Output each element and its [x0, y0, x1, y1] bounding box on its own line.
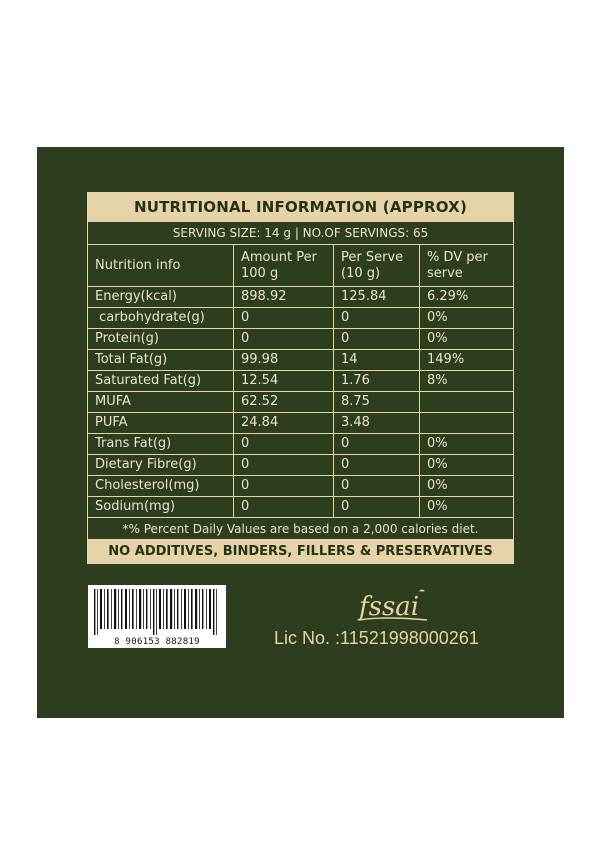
amount-per-100g: 0 — [234, 476, 334, 496]
nutrient-name: Dietary Fibre(g) — [88, 455, 234, 475]
amount-per-100g: 0 — [234, 308, 334, 328]
amount-per-100g: 898.92 — [234, 287, 334, 307]
amount-per-100g: 0 — [234, 497, 334, 517]
daily-value — [420, 392, 511, 412]
table-row — [88, 497, 513, 518]
amount-per-100g: 0 — [234, 434, 334, 454]
header-dv: % DV per serve — [427, 249, 488, 281]
amount-per-serve: 14 — [334, 350, 420, 370]
table-row — [88, 308, 513, 329]
amount-per-serve: 3.48 — [334, 413, 420, 433]
amount-per-100g: 12.54 — [234, 371, 334, 391]
table-row — [88, 350, 513, 371]
barcode — [88, 585, 226, 648]
nutrient-name: Cholesterol(mg) — [88, 476, 234, 496]
table-title: NUTRITIONAL INFORMATION (APPROX) — [88, 193, 513, 222]
table-row — [88, 371, 513, 392]
nutrient-name: PUFA — [88, 413, 234, 433]
amount-per-serve: 0 — [334, 455, 420, 475]
daily-value: 0% — [427, 331, 448, 346]
amount-per-serve: 125.84 — [334, 287, 420, 307]
nutrient-name: Trans Fat(g) — [88, 434, 234, 454]
amount-per-serve: 0 — [334, 329, 420, 349]
barcode-number: 8 906153 882819 — [114, 637, 200, 647]
header-nutrient: Nutrition info — [88, 245, 234, 286]
daily-value-footnote: *% Percent Daily Values are based on a 2,000 calories diet. — [88, 518, 513, 540]
barcode-bars-icon — [88, 585, 226, 637]
nutrient-name: Energy(kcal) — [88, 287, 234, 307]
amount-per-100g: 99.98 — [234, 350, 334, 370]
amount-per-serve: 1.76 — [334, 371, 420, 391]
table-header-row — [88, 245, 513, 287]
daily-value — [420, 413, 511, 433]
amount-per-serve: 0 — [334, 434, 420, 454]
amount-per-serve: 0 — [334, 476, 420, 496]
nutrient-name: Total Fat(g) — [88, 350, 234, 370]
table-row — [88, 329, 513, 350]
nutrient-name: Protein(g) — [88, 329, 234, 349]
nutrient-name: MUFA — [88, 392, 234, 412]
table-row — [88, 413, 513, 434]
fssai-logo-icon — [355, 587, 435, 625]
nutrient-name: carbohydrate(g) — [88, 308, 234, 328]
daily-value: 8% — [427, 373, 448, 388]
amount-per-100g: 62.52 — [234, 392, 334, 412]
nutrient-name: Sodium(mg) — [88, 497, 234, 517]
amount-per-serve: 0 — [334, 308, 420, 328]
no-additives-claim: NO ADDITIVES, BINDERS, FILLERS & PRESERVATIVES — [88, 540, 513, 563]
daily-value: 0% — [427, 457, 448, 472]
amount-per-serve: 8.75 — [334, 392, 420, 412]
table-row — [88, 476, 513, 497]
table-row — [88, 392, 513, 413]
table-row — [88, 455, 513, 476]
license-number: Lic No. :11521998000261 — [274, 628, 479, 648]
table-row — [88, 287, 513, 308]
daily-value: 6.29% — [427, 289, 469, 304]
table-row — [88, 434, 513, 455]
daily-value: 0% — [427, 478, 448, 493]
daily-value: 149% — [427, 352, 465, 367]
nutrient-name: Saturated Fat(g) — [88, 371, 234, 391]
daily-value: 0% — [427, 436, 448, 451]
amount-per-100g: 24.84 — [234, 413, 334, 433]
header-per-serve: Per Serve (10 g) — [334, 245, 420, 286]
nutrition-table — [87, 192, 514, 564]
serving-info: SERVING SIZE: 14 g | NO.OF SERVINGS: 65 — [88, 222, 513, 245]
fssai-logo-text: fssai — [359, 592, 420, 622]
amount-per-100g: 0 — [234, 455, 334, 475]
header-per-100g: Amount Per 100 g — [234, 245, 334, 286]
daily-value: 0% — [427, 310, 448, 325]
daily-value: 0% — [427, 499, 448, 514]
amount-per-100g: 0 — [234, 329, 334, 349]
amount-per-serve: 0 — [334, 497, 420, 517]
